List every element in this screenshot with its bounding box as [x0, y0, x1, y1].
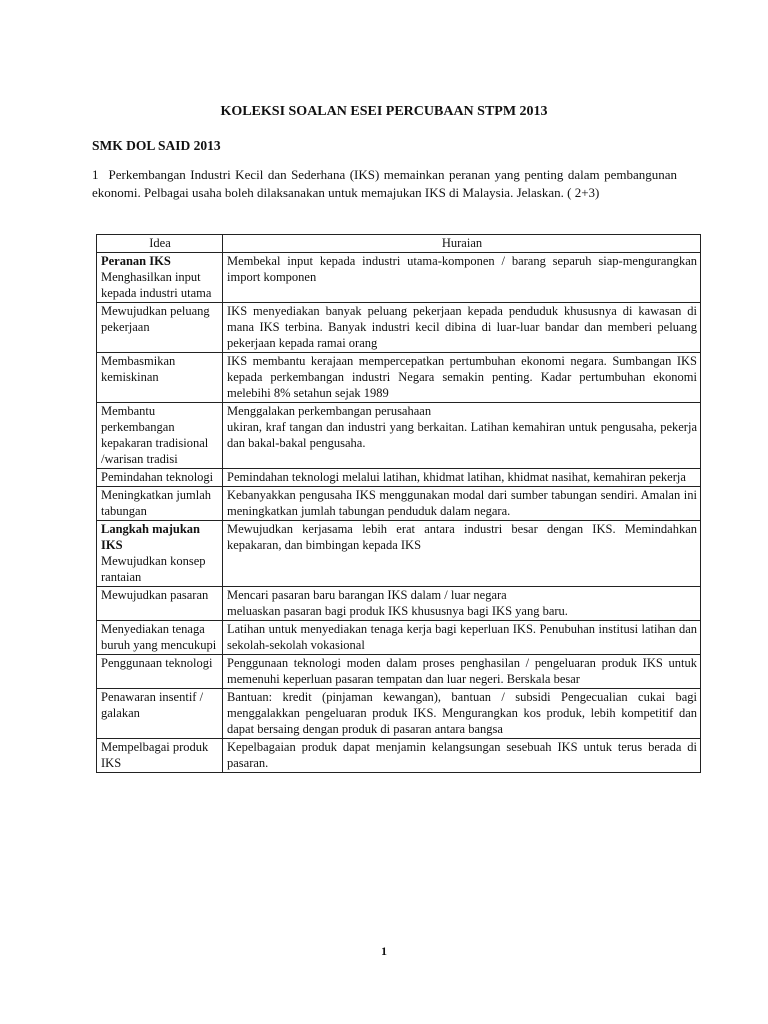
description-cell [223, 521, 701, 587]
idea-cell [97, 403, 223, 469]
table-row [97, 353, 701, 403]
description-text: Pemindahan teknologi melalui latihan, khidmat latihan, khidmat nasihat, kemahiran pekerja [227, 470, 686, 484]
description-cell [223, 621, 701, 655]
idea-cell [97, 521, 223, 587]
idea-text: Menyediakan tenaga buruh yang mencukupi [101, 622, 217, 652]
description-cell [223, 689, 701, 739]
answer-table [96, 234, 701, 773]
idea-text: Membantu perkembangan kepakaran tradisional /warisan tradisi [101, 404, 209, 466]
description-cell [223, 469, 701, 487]
description-cell [223, 587, 701, 621]
table-row [97, 521, 701, 587]
school-heading: SMK DOL SAID 2013 [92, 138, 221, 153]
table-row [97, 655, 701, 689]
section-heading: Langkah majukan IKS [101, 522, 200, 552]
table-row [97, 487, 701, 521]
table-row [97, 621, 701, 655]
table-row [97, 689, 701, 739]
document-title: KOLEKSI SOALAN ESEI PERCUBAAN STPM 2013 [220, 104, 548, 119]
idea-text: Penggunaan teknologi [101, 656, 213, 670]
idea-text: Mewujudkan konsep rantaian [101, 554, 206, 584]
idea-cell [97, 487, 223, 521]
question-body: Perkembangan Industri Kecil dan Sederhana (IKS) memainkan peranan yang penting dalam pembangunan ekonomi. Pelbagai usaha boleh dilaksanakan untuk memajukan IKS di Malaysia. Jelaskan. ( 2+3) [92, 167, 677, 200]
description-cell [223, 253, 701, 303]
table-row [97, 587, 701, 621]
idea-text: Pemindahan teknologi [101, 470, 214, 484]
idea-text: Mewujudkan pasaran [101, 588, 209, 602]
description-cell [223, 655, 701, 689]
idea-cell [97, 739, 223, 773]
table-body [97, 253, 701, 773]
idea-cell [97, 253, 223, 303]
idea-cell [97, 587, 223, 621]
idea-text: Meningkatkan jumlah tabungan [101, 488, 212, 518]
description-cell [223, 487, 701, 521]
question-text [92, 166, 677, 202]
header-idea: Idea [97, 235, 223, 253]
description-text: IKS membantu kerajaan mempercepatkan pertumbuhan ekonomi negara. Sumbangan IKS kepada perkembangan industri Negara semakin penting. Kadar pertumbuhan ekonomi melebihi 8% setahun sejak 1989 [227, 354, 697, 400]
description-line: ukiran, kraf tangan dan industri yang berkaitan. Latihan kemahiran untuk pengusaha, pekerja dan bakal-bakal pengusaha. [227, 420, 697, 450]
idea-cell [97, 469, 223, 487]
table-row [97, 739, 701, 773]
table-row [97, 403, 701, 469]
description-text: Kepelbagaian produk dapat menjamin kelangsungan sesebuah IKS untuk terus berada di pasaran. [227, 740, 697, 770]
description-cell [223, 739, 701, 773]
table-row [97, 469, 701, 487]
description-cell [223, 353, 701, 403]
description-text: Mewujudkan kerjasama lebih erat antara industri besar dengan IKS. Memindahkan kepakaran, dan bimbingan kepada IKS [227, 522, 697, 552]
idea-text: Mewujudkan peluang pekerjaan [101, 304, 210, 334]
idea-text: Mempelbagai produk IKS [101, 740, 209, 770]
description-text: Kebanyakkan pengusaha IKS menggunakan modal dari sumber tabungan sendiri. Amalan ini meningkatkan jumlah tabungan penduduk dalam negara. [227, 488, 697, 518]
description-text: IKS menyediakan banyak peluang pekerjaan kepada penduduk khususnya di kawasan di mana IKS terbina. Banyak industri kecil dibina di luar-luar bandar dan memberi peluang pekerjaan kepada ramai orang [227, 304, 697, 350]
description-line: Menggalakan perkembangan perusahaan [227, 404, 432, 418]
description-cell [223, 403, 701, 469]
table-row [97, 253, 701, 303]
idea-cell [97, 689, 223, 739]
section-heading: Peranan IKS [101, 254, 171, 268]
description-line: Mencari pasaran baru barangan IKS dalam / luar negara [227, 588, 507, 602]
page-number: 1 [381, 944, 387, 958]
description-text: Penggunaan teknologi moden dalam proses penghasilan / pengeluaran produk IKS untuk memenuhi keperluan pasaran tempatan dan luar negeri. Berskala besar [227, 656, 697, 686]
description-text: Latihan untuk menyediakan tenaga kerja bagi keperluan IKS. Penubuhan institusi latihan dan sekolah-sekolah vokasional [227, 622, 697, 652]
description-text: Bantuan: kredit (pinjaman kewangan), bantuan / subsidi Pengecualian cukai bagi menggalakkan pengeluaran produk IKS. Mengurangkan kos produk, lebih kompetitif dan dapat bersaing dengan produk di pasaran antara bangsa [227, 690, 697, 736]
idea-cell [97, 655, 223, 689]
idea-cell [97, 303, 223, 353]
description-cell [223, 303, 701, 353]
idea-text: Membasmikan kemiskinan [101, 354, 176, 384]
header-huraian: Huraian [223, 235, 701, 253]
question-number: 1 [92, 167, 99, 182]
idea-cell [97, 621, 223, 655]
idea-cell [97, 353, 223, 403]
description-text: Membekal input kepada industri utama-komponen / barang separuh siap-mengurangkan import komponen [227, 254, 697, 284]
description-line: meluaskan pasaran bagi produk IKS khususnya bagi IKS yang baru. [227, 604, 568, 618]
idea-text: Penawaran insentif / galakan [101, 690, 204, 720]
table-row [97, 303, 701, 353]
idea-text: Menghasilkan input kepada industri utama [101, 270, 212, 300]
table-header-row [97, 235, 701, 253]
